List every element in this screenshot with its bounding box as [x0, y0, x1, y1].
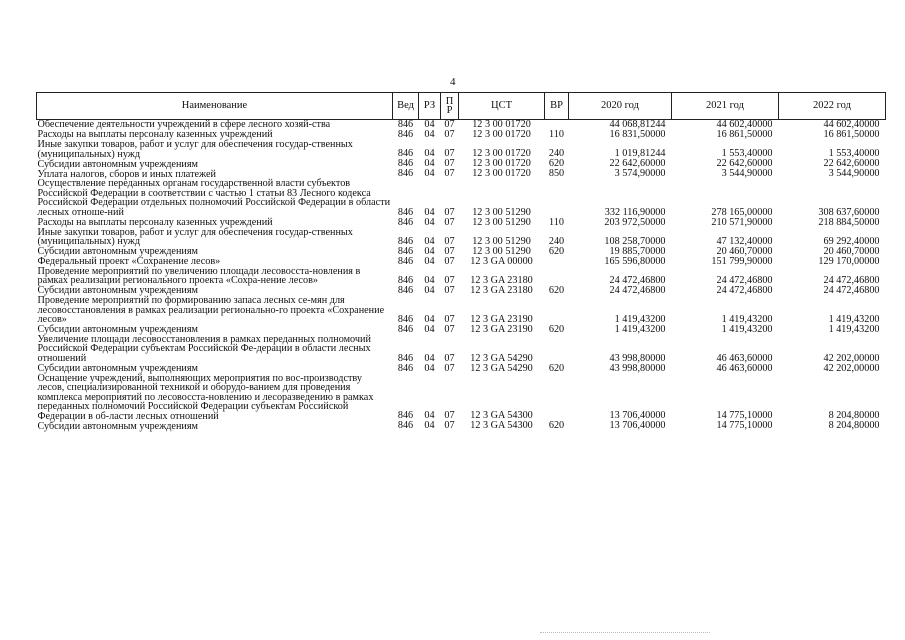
cell-2020: 203 972,50000	[604, 216, 666, 228]
cell-vr	[545, 335, 569, 364]
table-row	[37, 140, 886, 159]
cell-vr: 620	[548, 362, 565, 374]
header-vr: ВР	[545, 93, 569, 120]
cell-2021: 1 419,43200	[721, 323, 773, 335]
cell-pr: 07	[444, 410, 455, 422]
cell-2020: 43 998,80000	[609, 362, 666, 374]
cell-pr: 07	[444, 206, 455, 218]
cell-2021: 47 132,40000	[716, 235, 773, 247]
cell-cst: 12 3 GA 23180	[470, 284, 533, 296]
cell-name: Субсидии автономным учреждениям	[37, 158, 198, 170]
cell-name: Субсидии автономным учреждениям	[37, 285, 198, 297]
cell-rz: 04	[424, 410, 435, 422]
cell-cst: 12 3 GA 54290	[470, 362, 533, 374]
cell-2022: 24 472,46800	[823, 274, 880, 286]
cell-2021: 1 419,43200	[721, 313, 773, 325]
cell-2021: 44 602,40000	[716, 119, 773, 130]
cell-2022: 69 292,40000	[823, 235, 880, 247]
cell-vr	[545, 179, 569, 217]
cell-pr: 07	[444, 274, 455, 286]
cell-ved: 846	[397, 168, 414, 180]
cell-ved: 846	[397, 352, 414, 364]
cell-vr: 850	[548, 168, 565, 180]
scan-artifact	[540, 632, 710, 634]
cell-vr: 620	[548, 284, 565, 296]
cell-cst: 12 3 00 01720	[472, 158, 531, 170]
cell-ved: 846	[397, 410, 414, 422]
cell-2021: 278 165,00000	[711, 206, 773, 218]
cell-pr: 07	[444, 284, 455, 296]
cell-ved: 846	[397, 129, 414, 140]
cell-2020: 44 068,81244	[609, 119, 666, 130]
cell-name: Субсидии автономным учреждениям	[37, 324, 198, 336]
cell-2022: 8 204,80000	[828, 420, 880, 432]
header-cst: ЦСТ	[459, 93, 545, 120]
cell-2021: 14 775,10000	[716, 420, 773, 432]
cell-name: Расходы на выплаты персоналу казенных учреждений	[37, 129, 273, 141]
header-pr	[441, 93, 459, 120]
cell-cst: 12 3 GA 54300	[470, 420, 533, 432]
cell-cst: 12 3 00 51290	[472, 206, 531, 218]
cell-2021: 46 463,60000	[716, 352, 773, 364]
cell-2022: 1 553,40000	[828, 148, 880, 160]
cell-ved: 846	[397, 284, 414, 296]
cell-2022: 16 861,50000	[823, 129, 880, 140]
cell-rz: 04	[424, 148, 435, 160]
cell-rz: 04	[424, 158, 435, 170]
cell-cst: 12 3 00 51290	[472, 235, 531, 247]
cell-2020: 24 472,46800	[609, 284, 666, 296]
cell-2022: 1 419,43200	[828, 313, 880, 325]
cell-2021: 151 799,90000	[711, 255, 773, 267]
cell-cst: 12 3 GA 23190	[470, 313, 533, 325]
cell-2021: 210 571,90000	[711, 216, 773, 228]
header-2020: 2020 год	[569, 93, 672, 120]
cell-name: Федеральный проект «Сохранение лесов»	[37, 256, 221, 268]
cell-ved: 846	[397, 206, 414, 218]
cell-name: Субсидии автономным учреждениям	[37, 362, 198, 374]
cell-pr: 07	[444, 362, 455, 374]
cell-ved: 846	[397, 323, 414, 335]
cell-2021: 3 544,90000	[721, 168, 773, 180]
header-ved: Вед	[393, 93, 419, 120]
cell-2022: 42 202,00000	[823, 362, 880, 374]
cell-pr: 07	[444, 158, 455, 170]
header-rz: РЗ	[419, 93, 441, 120]
cell-2020: 1 419,43200	[614, 323, 666, 335]
cell-vr: 620	[548, 323, 565, 335]
cell-2020: 332 116,90000	[604, 206, 666, 218]
cell-pr: 07	[444, 148, 455, 160]
cell-2020: 1 419,43200	[614, 313, 666, 325]
cell-rz: 04	[424, 313, 435, 325]
cell-rz: 04	[424, 129, 435, 140]
cell-cst: 12 3 GA 00000	[470, 255, 533, 267]
cell-name: Обеспечение деятельности учреждений в сфере лесного хозяй-ства	[37, 119, 331, 131]
table-row	[37, 374, 886, 422]
cell-2022: 308 637,60000	[818, 206, 880, 218]
cell-2020: 43 998,80000	[609, 352, 666, 364]
cell-vr: 620	[548, 420, 565, 432]
cell-rz: 04	[424, 274, 435, 286]
cell-2020: 19 885,70000	[609, 245, 666, 257]
cell-2022: 3 544,90000	[828, 168, 880, 180]
cell-2020: 13 706,40000	[609, 420, 666, 432]
cell-ved: 846	[397, 362, 414, 374]
cell-vr	[545, 267, 569, 286]
cell-2021: 24 472,46800	[716, 274, 773, 286]
cell-rz: 04	[424, 206, 435, 218]
cell-name: Иные закупки товаров, работ и услуг для обеспечения государ-ственных (муниципальных) нужд	[37, 139, 353, 160]
cell-pr: 07	[444, 216, 455, 228]
table-row	[37, 267, 886, 286]
page-number: 4	[450, 76, 456, 88]
cell-cst: 12 3 GA 23180	[470, 274, 533, 286]
cell-cst: 12 3 00 01720	[472, 119, 531, 130]
cell-ved: 846	[397, 255, 414, 267]
cell-2021: 16 861,50000	[716, 129, 773, 140]
cell-2020: 13 706,40000	[609, 410, 666, 422]
cell-ved: 846	[397, 216, 414, 228]
cell-vr: 240	[548, 148, 565, 160]
cell-2022: 8 204,80000	[828, 410, 880, 422]
cell-2022: 218 884,50000	[818, 216, 880, 228]
cell-rz: 04	[424, 352, 435, 364]
table-row	[37, 296, 886, 325]
cell-rz: 04	[424, 119, 435, 130]
cell-cst: 12 3 00 51290	[472, 216, 531, 228]
cell-2020: 108 258,70000	[604, 235, 666, 247]
cell-2021: 20 460,70000	[716, 245, 773, 257]
header-pr-line-1: П	[445, 96, 454, 107]
cell-name: Субсидии автономным учреждениям	[37, 420, 198, 432]
cell-vr: 620	[548, 245, 565, 257]
cell-pr: 07	[444, 255, 455, 267]
header-name: Наименование	[37, 93, 393, 120]
budget-table	[36, 92, 886, 431]
cell-2020: 3 574,90000	[614, 168, 666, 180]
cell-vr: 240	[548, 235, 565, 247]
table-row	[37, 179, 886, 217]
table-body	[37, 120, 886, 432]
cell-2021: 24 472,46800	[716, 284, 773, 296]
cell-2022: 22 642,60000	[823, 158, 880, 170]
cell-pr: 07	[444, 245, 455, 257]
cell-name: Оснащение учреждений, выполняющих мероприятия по вос-производству лесов, специализированной техникой и оборудо-ванием для проведения комплекса мероприятий по лесовосста-новлению и лесоразведению в рамках переданных полномочий Российской Федерации субъектам Российской Федерации в об-ласти лесных отношений	[37, 372, 374, 422]
table-row	[37, 364, 886, 374]
cell-2021: 1 553,40000	[721, 148, 773, 160]
cell-name: Проведение мероприятий по увеличению площади лесовосста-новления в рамках реализации регионального проекта «Сохра-нение лесов»	[37, 265, 361, 287]
cell-rz: 04	[424, 255, 435, 267]
cell-rz: 04	[424, 168, 435, 180]
cell-pr: 07	[444, 323, 455, 335]
cell-cst: 12 3 00 51290	[472, 245, 531, 257]
cell-pr: 07	[444, 313, 455, 325]
cell-name: Увеличение площади лесовосстановления в рамках переданных полномочий Российской Федерации субъектам Российской Фе-дерации в области лесных отношений	[37, 333, 371, 364]
table-header-row	[37, 93, 886, 120]
cell-rz: 04	[424, 216, 435, 228]
cell-cst: 12 3 00 01720	[472, 148, 531, 160]
cell-vr	[545, 296, 569, 325]
cell-vr: 110	[549, 216, 564, 228]
cell-rz: 04	[424, 284, 435, 296]
cell-name: Уплата налогов, сборов и иных платежей	[37, 168, 216, 180]
cell-2021: 46 463,60000	[716, 362, 773, 374]
cell-cst: 12 3 GA 54300	[470, 410, 533, 422]
cell-vr: 110	[549, 129, 564, 140]
cell-2020: 1 019,81244	[614, 148, 666, 160]
cell-ved: 846	[397, 235, 414, 247]
cell-2022: 42 202,00000	[823, 352, 880, 364]
cell-2022: 1 419,43200	[828, 323, 880, 335]
cell-2022: 129 170,00000	[818, 255, 880, 267]
cell-2020: 165 596,80000	[604, 255, 666, 267]
header-2022: 2022 год	[779, 93, 886, 120]
cell-pr: 07	[444, 235, 455, 247]
cell-ved: 846	[397, 274, 414, 286]
cell-name: Расходы на выплаты персоналу казенных учреждений	[37, 216, 273, 228]
table-row	[37, 228, 886, 247]
cell-2022: 44 602,40000	[823, 119, 880, 130]
cell-ved: 846	[397, 313, 414, 325]
cell-cst: 12 3 00 01720	[472, 168, 531, 180]
cell-ved: 846	[397, 420, 414, 432]
cell-pr: 07	[444, 129, 455, 140]
cell-pr: 07	[444, 119, 455, 130]
cell-cst: 12 3 GA 54290	[470, 352, 533, 364]
cell-name: Осуществление переданных органам государственной власти субъектов Российской Федерации в соответствии с частью 1 статьи 83 Лесного кодекса Российской Федерации отдельных полномочий Российской Федерации в области лесных отноше-ний	[37, 178, 391, 218]
cell-ved: 846	[397, 158, 414, 170]
table-row	[37, 421, 886, 431]
header-2021: 2021 год	[672, 93, 779, 120]
cell-2020: 24 472,46800	[609, 274, 666, 286]
table-row	[37, 335, 886, 364]
cell-rz: 04	[424, 245, 435, 257]
cell-2022: 20 460,70000	[823, 245, 880, 257]
cell-ved: 846	[397, 148, 414, 160]
cell-rz: 04	[424, 323, 435, 335]
cell-2022: 24 472,46800	[823, 284, 880, 296]
cell-name: Проведение мероприятий по формированию запаса лесных се-мян для лесовосстановления в рамках реализации регионально-го проекта «Сохранение лесов»	[37, 294, 385, 326]
cell-cst: 12 3 00 01720	[472, 129, 531, 140]
cell-vr	[545, 374, 569, 422]
cell-2020: 16 831,50000	[609, 129, 666, 140]
cell-cst: 12 3 GA 23190	[470, 323, 533, 335]
cell-pr: 07	[444, 420, 455, 432]
cell-2021: 22 642,60000	[716, 158, 773, 170]
cell-rz: 04	[424, 420, 435, 432]
cell-vr: 620	[548, 158, 565, 170]
cell-name: Иные закупки товаров, работ и услуг для обеспечения государ-ственных (муниципальных) нужд	[37, 226, 353, 248]
cell-2021: 14 775,10000	[716, 410, 773, 422]
cell-pr: 07	[444, 168, 455, 180]
header-pr-line-2: Р	[446, 105, 453, 116]
cell-rz: 04	[424, 235, 435, 247]
cell-ved: 846	[397, 119, 414, 130]
cell-2020: 22 642,60000	[609, 158, 666, 170]
cell-pr: 07	[444, 352, 455, 364]
cell-ved: 846	[397, 245, 414, 257]
cell-vr	[545, 257, 569, 267]
cell-rz: 04	[424, 362, 435, 374]
cell-name: Субсидии автономным учреждениям	[37, 246, 198, 258]
